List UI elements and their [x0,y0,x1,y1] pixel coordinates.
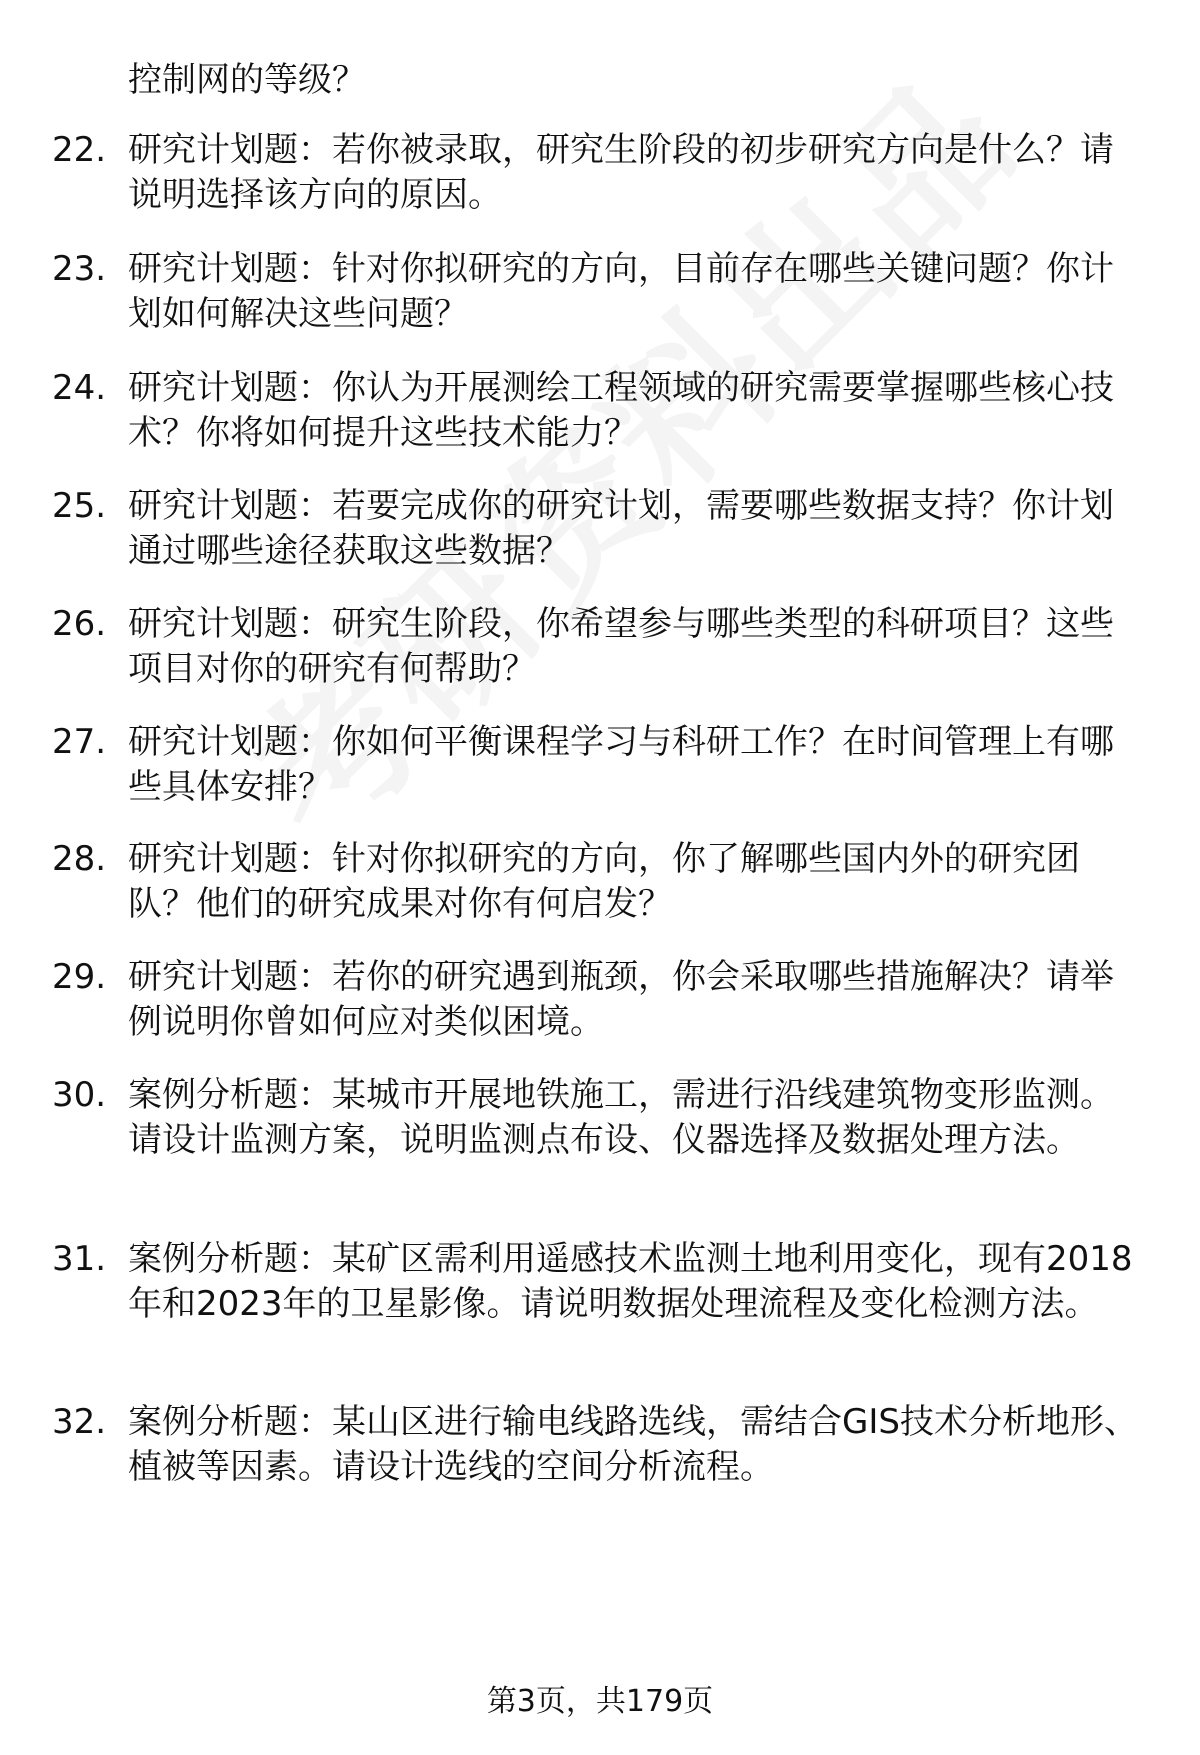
item-number: 32. [52,1402,107,1442]
item-text: 案例分析题：某山区进行输电线路选线，需结合GIS技术分析地形、植被等因素。请设计选线的空间分析流程。 [128,1402,1138,1487]
continued-text: 控制网的等级？ [128,60,366,100]
item-number: 27. [52,722,107,762]
item-number: 22. [52,130,107,170]
item-number: 23. [52,249,107,289]
item-text: 研究计划题：你如何平衡课程学习与科研工作？在时间管理上有哪些具体安排？ [128,722,1114,807]
item-text: 研究计划题：研究生阶段，你希望参与哪些类型的科研项目？这些项目对你的研究有何帮助？ [128,604,1114,689]
item-text: 案例分析题：某城市开展地铁施工，需进行沿线建筑物变形监测。请设计监测方案，说明监测点布设、仪器选择及数据处理方法。 [128,1075,1114,1160]
item-number: 29. [52,957,107,997]
page-footer: 第3页，共179页 [486,1684,714,1719]
item-text: 研究计划题：针对你拟研究的方向，你了解哪些国内外的研究团队？他们的研究成果对你有何启发？ [128,839,1080,924]
item-text: 研究计划题：若你的研究遇到瓶颈，你会采取哪些措施解决？请举例说明你曾如何应对类似困境。 [128,957,1114,1042]
item-text: 研究计划题：若要完成你的研究计划，需要哪些数据支持？你计划通过哪些途径获取这些数据？ [128,486,1114,571]
item-number: 28. [52,839,107,879]
item-number: 26. [52,604,107,644]
item-number: 25. [52,486,107,526]
item-text: 案例分析题：某矿区需利用遥感技术监测土地利用变化，现有2018年和2023年的卫星影像。请说明数据处理流程及变化检测方法。 [128,1239,1133,1324]
item-number: 30. [52,1075,107,1115]
item-text: 研究计划题：你认为开展测绘工程领域的研究需要掌握哪些核心技术？你将如何提升这些技术能力？ [128,368,1114,453]
item-text: 研究计划题：若你被录取，研究生阶段的初步研究方向是什么？请说明选择该方向的原因。 [128,130,1114,215]
item-number: 24. [52,368,107,408]
item-text: 研究计划题：针对你拟研究的方向，目前存在哪些关键问题？你计划如何解决这些问题？ [128,249,1114,334]
item-number: 31. [52,1239,107,1279]
